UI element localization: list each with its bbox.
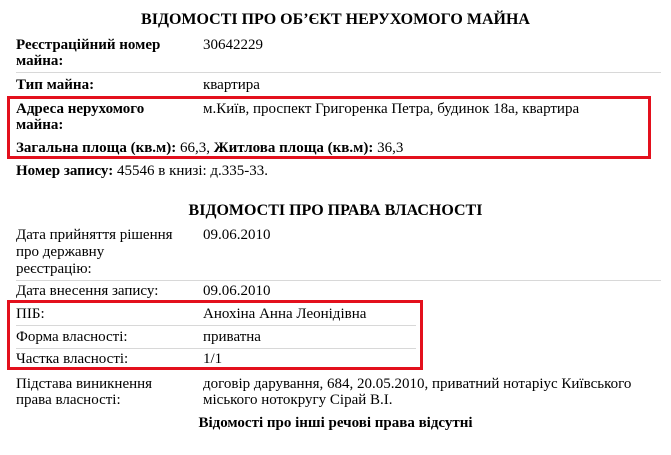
- reg-number-value: 30642229: [203, 37, 263, 53]
- decision-date-label-line1: Дата прийняття рішення: [16, 227, 173, 243]
- basis-value-line2: міського нотокругу Сірай В.І.: [203, 392, 393, 408]
- type-label: Тип майна:: [16, 77, 95, 93]
- row-divider: [16, 280, 661, 281]
- reg-number-label-line1: Реєстраційний номер: [16, 37, 161, 53]
- total-area-label: Загальна площа (кв.м):: [16, 140, 177, 156]
- reg-number-label-line2: майна:: [16, 53, 64, 69]
- decision-date-label-line3: реєстрацію:: [16, 261, 92, 277]
- address-label-line1: Адреса нерухомого: [16, 101, 145, 117]
- total-area-value: 66,3,: [180, 140, 211, 156]
- entry-date-value: 09.06.2010: [203, 283, 271, 299]
- entry-date-label: Дата внесення запису:: [16, 283, 159, 299]
- ownership-form-value: приватна: [203, 329, 261, 345]
- ownership-form-label: Форма власності:: [16, 329, 128, 345]
- share-value: 1/1: [203, 351, 223, 367]
- address-label-line2: майна:: [16, 117, 64, 133]
- record-number-label: Номер запису:: [16, 163, 114, 179]
- object-section-title: ВІДОМОСТІ ПРО ОБ’ЄКТ НЕРУХОМОГО МАЙНА: [141, 11, 530, 28]
- type-value: квартира: [203, 77, 260, 93]
- living-area-value: 36,3: [377, 140, 404, 156]
- basis-value-line1: договір дарування, 684, 20.05.2010, приватний нотаріус Київського: [203, 376, 632, 392]
- rights-section-title: ВІДОМОСТІ ПРО ПРАВА ВЛАСНОСТІ: [188, 202, 483, 219]
- basis-label-line1: Підстава виникнення: [16, 376, 153, 392]
- address-value: м.Київ, проспект Григоренка Петра, будинок 18а, квартира: [203, 101, 580, 117]
- record-number-value: 45546 в книзі: д.335-33.: [116, 163, 269, 179]
- record-number-row: [16, 163, 268, 180]
- area-row: [16, 140, 403, 157]
- decision-date-label-line2: про державну: [16, 244, 105, 260]
- living-area-label: Житлова площа (кв.м):: [213, 140, 374, 156]
- row-divider: [16, 348, 416, 349]
- decision-date-value: 09.06.2010: [203, 227, 271, 243]
- basis-label-line2: права власності:: [16, 392, 121, 408]
- row-divider: [16, 72, 661, 73]
- row-divider: [16, 325, 416, 326]
- share-label: Частка власності:: [16, 351, 129, 367]
- name-value: Анохіна Анна Леонідівна: [203, 306, 367, 322]
- name-label: ПІБ:: [16, 306, 45, 322]
- other-rights-note: Відомості про інші речові права відсутні: [198, 415, 473, 431]
